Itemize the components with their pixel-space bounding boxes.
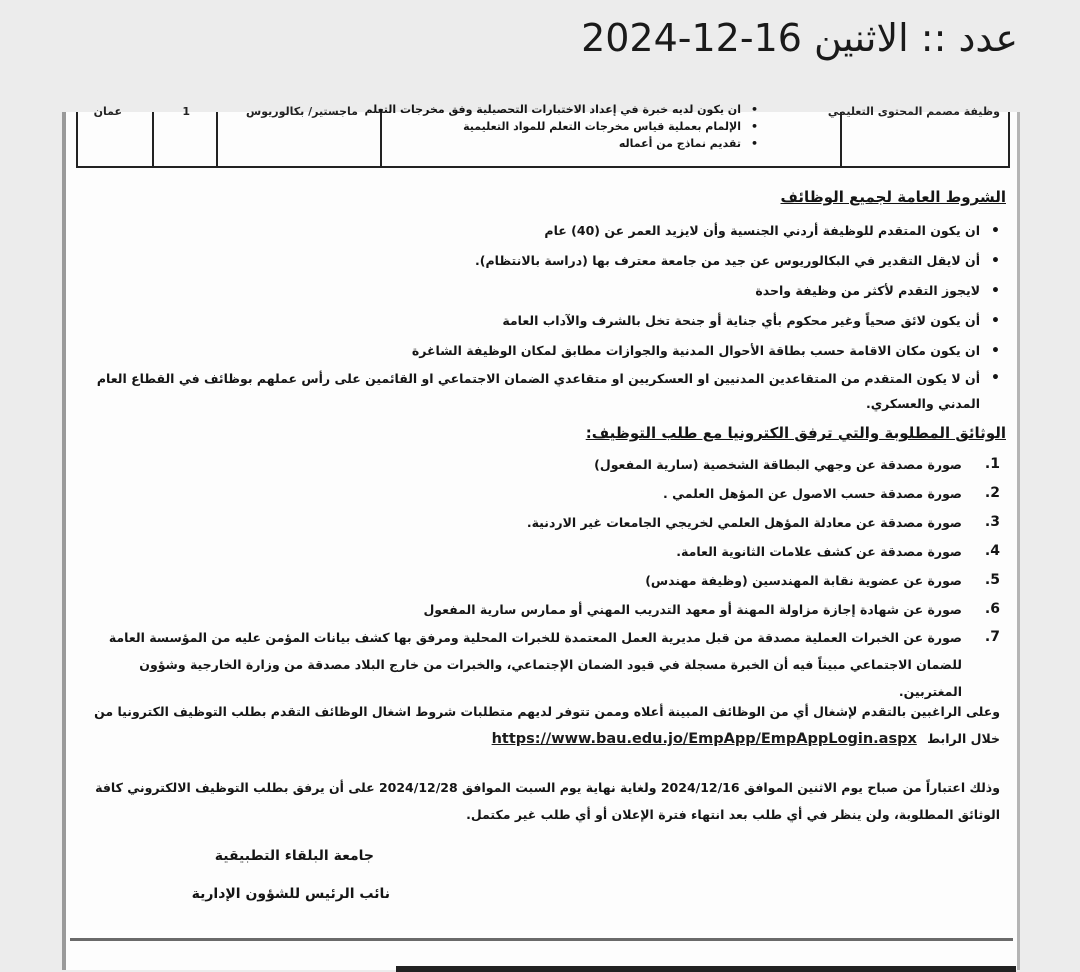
next-page-edge: [396, 966, 1016, 972]
list-item: [88, 595, 1000, 624]
item-text: صورة عن الخبرات العملية مصدقة من قبل مديرية العمل المعتمدة للخبرات المحلية ومرفق بها كشف بيانات المؤمن عليه من المؤسسة العامة للضمان الاجتماعي مبيناً فيه أن الخبرة مسجلة في قيود الضمان الإجتماعي، والخبرات من خارج البلاد مصدقة من وزارة الخارجية وشؤون المغتربين.: [108, 630, 962, 699]
list-item: • تقديم نماذج من أعماله: [364, 135, 758, 152]
list-item: • أن لايقل التقدير في البكالوريوس عن جيد من جامعة معترف بها (دراسة بالانتظام).: [84, 246, 1004, 276]
list-item: • أن لا يكون المتقدم من المتقاعدين المدنيين او العسكريين او متقاعدي الضمان الاجتماعي او القائمين على رأس عملهم بوظائف في القطاع العام المدني والعسكري.: [84, 366, 1004, 416]
item-number: 4.: [984, 543, 1000, 559]
list-item: [88, 537, 1000, 566]
list-item: • الإلمام بعملية قياس مخرجات التعلم للمواد التعليمية: [364, 118, 758, 135]
list-item: [88, 508, 1000, 537]
general-conditions-title: الشروط العامة لجميع الوظائف: [780, 188, 1006, 206]
item-text: صورة مصدقة عن معادلة المؤهل العلمي لخريجي الجامعات غير الاردنية.: [526, 515, 962, 530]
item-number: 2.: [984, 485, 1000, 501]
table-cell-count: 1: [182, 105, 190, 118]
table-divider: [216, 112, 218, 166]
required-documents-list: [88, 450, 1000, 705]
header-date-line: عدد :: الاثنين 16-12-2024: [581, 16, 1018, 60]
signature-org: جامعة البلقاء التطبيقية: [214, 848, 374, 864]
table-requirements-list: [364, 101, 758, 152]
application-link[interactable]: https://www.bau.edu.jo/EmpApp/EmpAppLogin.aspx: [491, 731, 917, 747]
list-item: [88, 624, 1000, 705]
table-cell-job: وظيفة مصمم المحتوى التعليمي: [827, 105, 1000, 118]
item-text: صورة مصدقة عن كشف علامات الثانوية العامة.: [676, 544, 962, 559]
list-item: • ان يكون لديه خبرة في إعداد الاختبارات التحصيلية وفق مخرجات التعلم: [364, 101, 758, 118]
table-divider: [840, 112, 842, 166]
required-documents-title: الوثائق المطلوبة والتي ترفق الكترونيا مع طلب التوظيف:: [585, 424, 1006, 442]
item-text: صورة عن شهادة إجازة مزاولة المهنة أو معهد التدريب المهني أو ممارس سارية المفعول: [423, 602, 962, 617]
item-number: 7.: [984, 629, 1000, 645]
list-item: [88, 450, 1000, 479]
table-cell-degree: ماجستير/ بكالوريوس: [246, 105, 358, 118]
deadline-paragraph: وذلك اعتباراً من صباح يوم الاثنين الموافق 2024/12/16 ولغاية نهاية يوم السبت الموافق 2024/12/28 على أن يرفق بطلب التوظيف الالكتروني كافة الوثائق المطلوبة، ولن ينظر في أي طلب بعد انتهاء فترة الإعلان أو أي طلب غير مكتمل.: [95, 780, 1000, 822]
item-text: صورة مصدقة عن وجهي البطاقة الشخصية (سارية المفعول): [594, 457, 962, 472]
item-number: 5.: [984, 572, 1000, 588]
item-number: 1.: [984, 456, 1000, 472]
item-number: 3.: [984, 514, 1000, 530]
application-paragraph: [82, 698, 1000, 753]
document-page: [62, 103, 1020, 970]
announcement-body: [76, 103, 1010, 932]
signature-title: نائب الرئيس للشؤون الإدارية: [191, 886, 390, 902]
table-cell-place: عمان: [93, 105, 122, 118]
item-text: صورة عن عضوية نقابة المهندسين (وظيفة مهندس): [645, 573, 962, 588]
jobs-table-fragment: [76, 103, 1010, 168]
list-item: • ان يكون المتقدم للوظيفة أردني الجنسية وأن لايزيد العمر عن (40) عام: [84, 216, 1004, 246]
table-divider: [152, 112, 154, 166]
list-item: • لايجوز التقدم لأكثر من وظيفة واحدة: [84, 276, 1004, 306]
list-item: [88, 479, 1000, 508]
general-conditions-list: [84, 216, 1004, 416]
application-text: وعلى الراغبين بالتقدم لإشغال أي من الوظائف المبينة أعلاه وممن تتوفر لديهم متطلبات شروط اشغال الوظائف التقدم بطلب التوظيف الكترونيا من خلال الرابط: [94, 704, 1000, 746]
item-number: 6.: [984, 601, 1000, 617]
item-text: صورة مصدقة حسب الاصول عن المؤهل العلمي .: [662, 486, 962, 501]
list-item: [88, 566, 1000, 595]
list-item: • أن يكون لائق صحياً وغير محكوم بأي جناية أو جنحة تخل بالشرف والآداب العامة: [84, 306, 1004, 336]
list-item: • ان يكون مكان الاقامة حسب بطاقة الأحوال المدنية والجوازات مطابق لمكان الوظيفة الشاغرة: [84, 336, 1004, 366]
